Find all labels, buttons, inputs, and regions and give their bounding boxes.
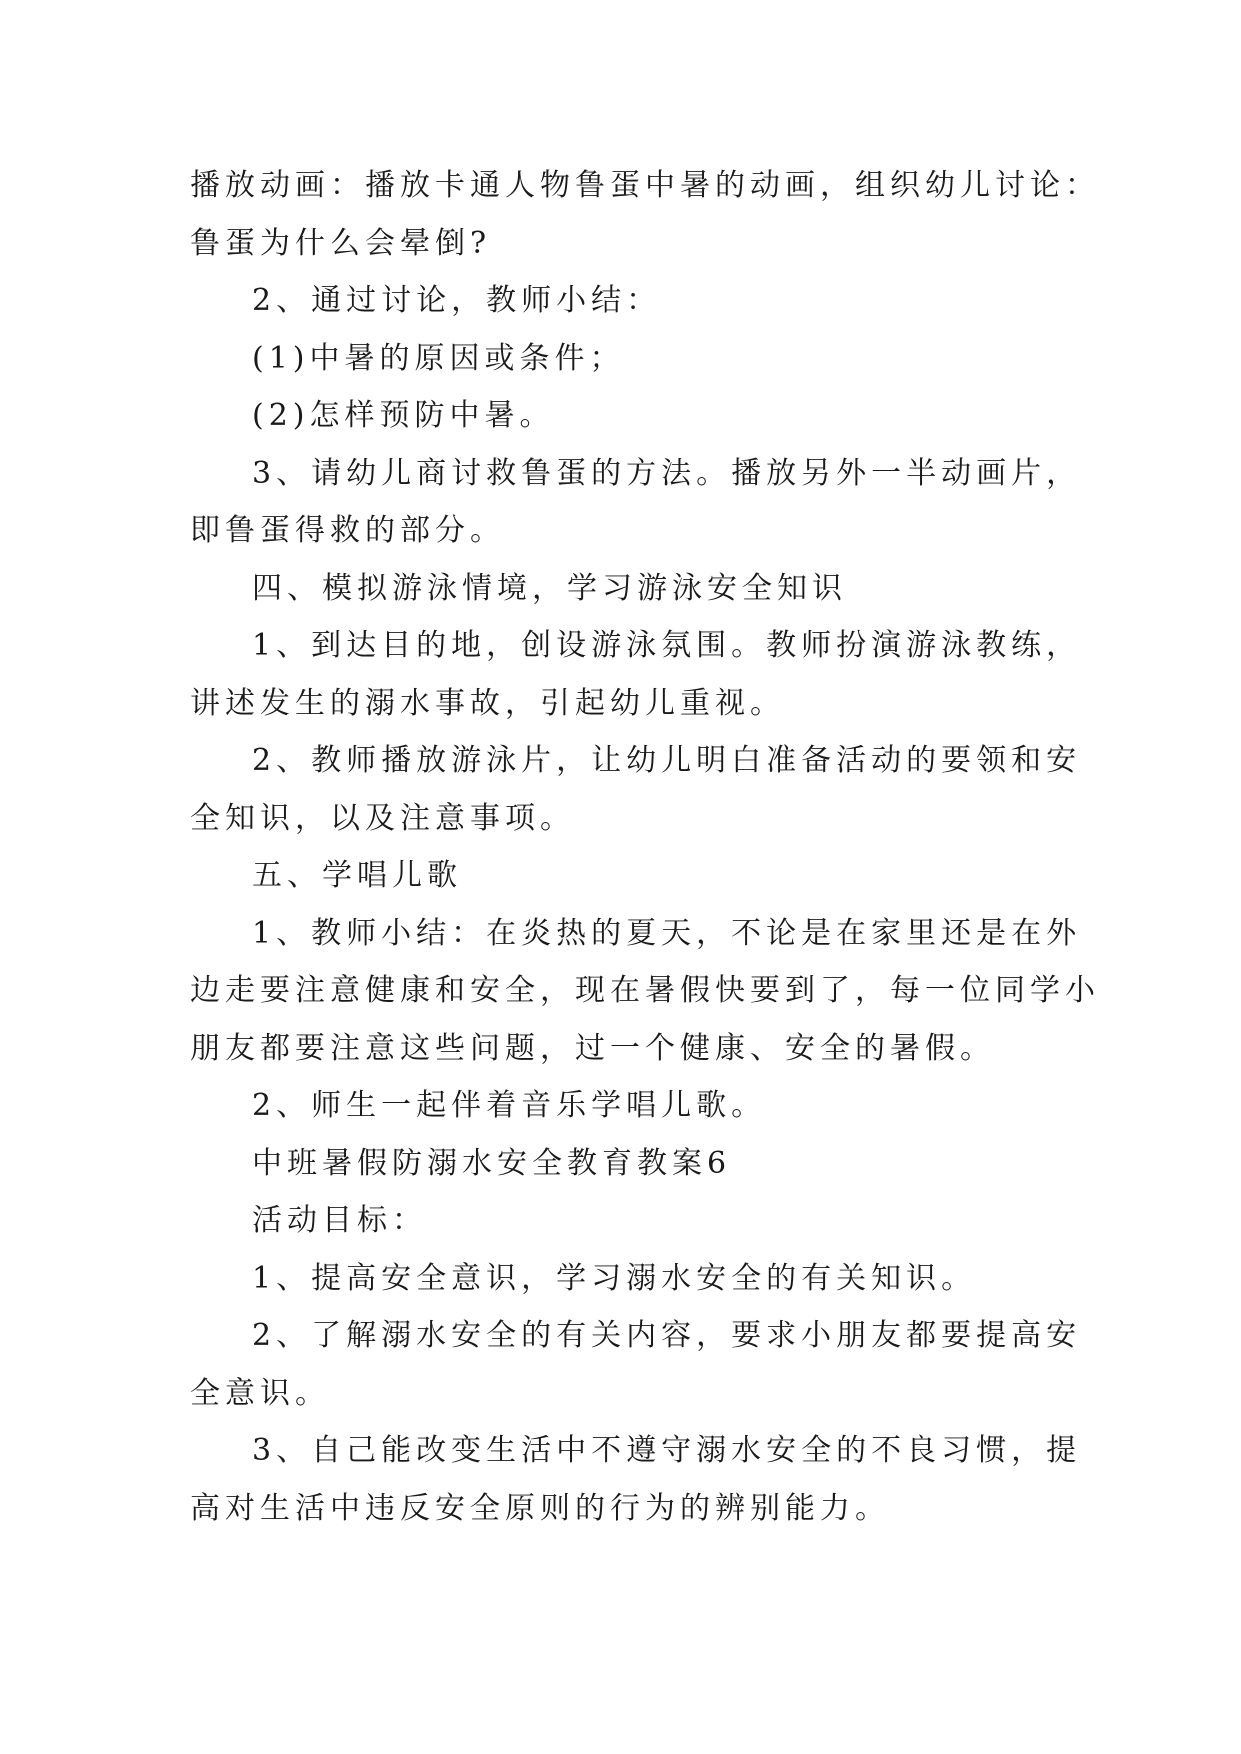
paragraph-line: 朋友都要注意这些问题，过一个健康、安全的暑假。 bbox=[190, 1030, 995, 1066]
paragraph-line: 全知识，以及注意事项。 bbox=[190, 800, 575, 836]
paragraph bbox=[190, 732, 1082, 847]
paragraph-line: 1、教师小结：在炎热的夏天，不论是在家里还是在外 bbox=[252, 915, 1082, 951]
paragraph-line: 四、模拟游泳情境，学习游泳安全知识 bbox=[252, 570, 847, 606]
paragraph-line: 1、到达目的地，创设游泳氛围。教师扮演游泳教练， bbox=[252, 628, 1082, 663]
document-body bbox=[190, 157, 1100, 1537]
paragraph-line: 3、请幼儿商讨救鲁蛋的方法。播放另外一半动画片， bbox=[252, 455, 1082, 491]
paragraph-line: 讲述发生的溺水事故，引起幼儿重视。 bbox=[190, 685, 785, 721]
paragraph bbox=[190, 1077, 1070, 1135]
paragraph-line: 2、通过讨论，教师小结： bbox=[252, 283, 662, 318]
paragraph-line: 全意识。 bbox=[190, 1375, 330, 1411]
paragraph-line: 鲁蛋为什么会晕倒? bbox=[190, 225, 492, 261]
paragraph-line: (2)怎样预防中暑。 bbox=[252, 398, 555, 433]
paragraph bbox=[190, 1135, 1070, 1193]
paragraph-line: 即鲁蛋得救的部分。 bbox=[190, 513, 505, 548]
paragraph-line: (1)中暑的原因或条件； bbox=[252, 340, 625, 376]
paragraph bbox=[190, 1422, 1082, 1537]
paragraph bbox=[190, 387, 1070, 445]
paragraph bbox=[190, 445, 1082, 560]
paragraph-line: 1、提高安全意识，学习溺水安全的有关知识。 bbox=[252, 1260, 977, 1296]
paragraph bbox=[190, 272, 1070, 330]
paragraph-line: 高对生活中违反安全原则的行为的辨别能力。 bbox=[190, 1490, 890, 1526]
paragraph bbox=[190, 330, 1070, 388]
paragraph bbox=[190, 617, 1082, 732]
paragraph-line: 3、自己能改变生活中不遵守溺水安全的不良习惯，提 bbox=[252, 1433, 1082, 1468]
paragraph bbox=[190, 1192, 1070, 1250]
paragraph-line: 2、了解溺水安全的有关内容，要求小朋友都要提高安 bbox=[252, 1318, 1082, 1353]
paragraph bbox=[190, 1307, 1082, 1422]
paragraph-line: 中班暑假防溺水安全教育教案6 bbox=[252, 1145, 732, 1181]
paragraph bbox=[190, 560, 1070, 618]
paragraph bbox=[190, 905, 1100, 1078]
paragraph bbox=[190, 847, 1070, 905]
paragraph-line: 播放动画：播放卡通人物鲁蛋中暑的动画，组织幼儿讨论： bbox=[190, 168, 1100, 203]
paragraph bbox=[190, 157, 1100, 272]
paragraph bbox=[190, 1250, 1070, 1308]
paragraph-line: 边走要注意健康和安全，现在暑假快要到了，每一位同学小 bbox=[190, 973, 1100, 1008]
paragraph-line: 2、师生一起伴着音乐学唱儿歌。 bbox=[252, 1088, 767, 1123]
paragraph-line: 五、学唱儿歌 bbox=[252, 858, 462, 893]
paragraph-line: 活动目标： bbox=[252, 1203, 427, 1238]
paragraph-line: 2、教师播放游泳片，让幼儿明白准备活动的要领和安 bbox=[252, 743, 1082, 778]
